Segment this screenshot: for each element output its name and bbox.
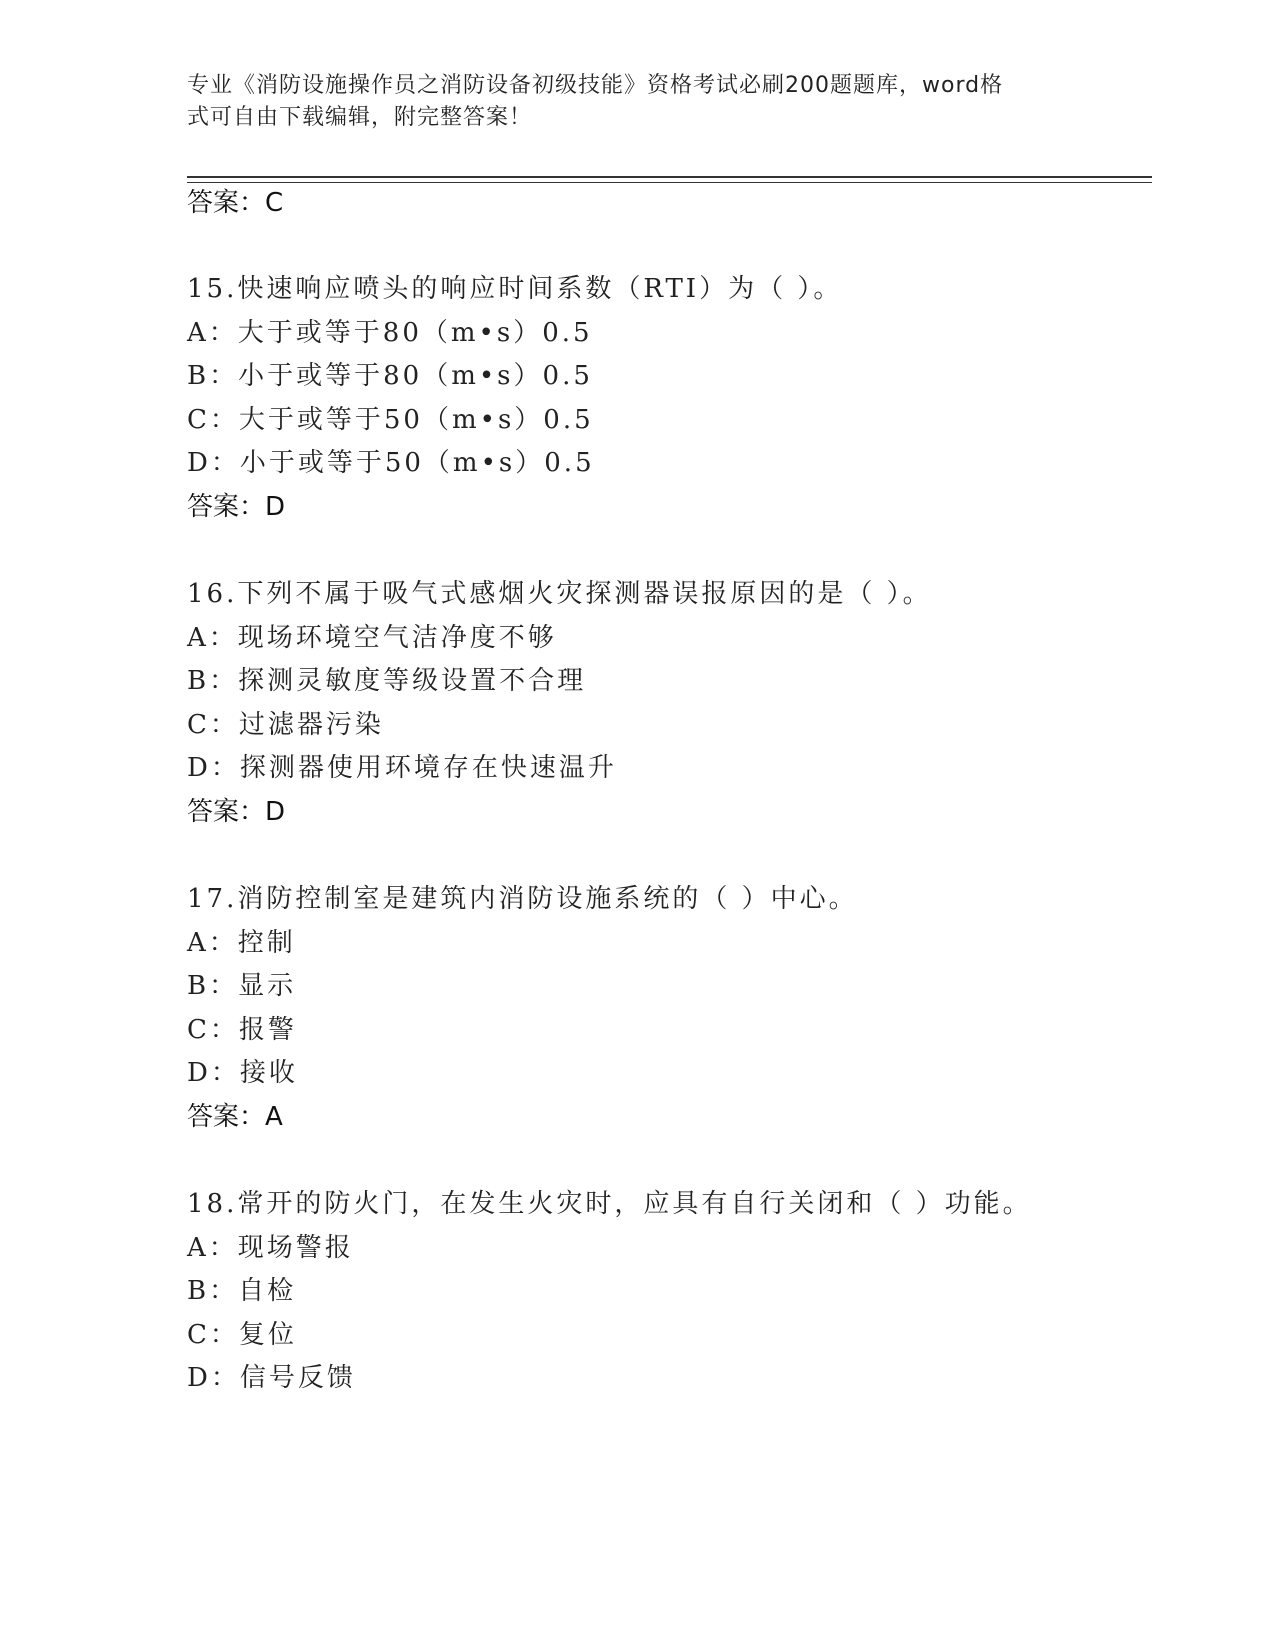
question-18-option-c: C：复位: [187, 1320, 297, 1350]
question-17-option-d: D：接收: [187, 1058, 298, 1088]
question-18: 18.常开的防火门，在发生火灾时，应具有自行关闭和（ ）功能。: [187, 1189, 1032, 1219]
answer-16: 答案：D: [187, 797, 286, 827]
question-17-option-b: B：显示: [187, 971, 297, 1001]
question-16-option-a: A：现场环境空气洁净度不够: [187, 623, 557, 653]
header-line-2: 式可自由下载编辑，附完整答案！: [187, 105, 533, 130]
question-17-option-c: C：报警: [187, 1015, 297, 1045]
question-15-option-d: D：小于或等于50（m•s）0.5: [187, 448, 595, 478]
question-18-option-d: D：信号反馈: [187, 1363, 356, 1393]
answer-17: 答案：A: [187, 1102, 283, 1132]
question-17: 17.消防控制室是建筑内消防设施系统的（ ）中心。: [187, 884, 858, 914]
question-16: 16.下列不属于吸气式感烟火灾探测器误报原因的是（ ）。: [187, 579, 932, 609]
question-15-option-b: B：小于或等于80（m•s）0.5: [187, 361, 593, 391]
question-15: 15.快速响应喷头的响应时间系数（RTI）为（ ）。: [187, 274, 843, 304]
question-16-option-b: B：探测灵敏度等级设置不合理: [187, 666, 587, 696]
question-16-option-c: C：过滤器污染: [187, 710, 384, 740]
question-16-option-d: D：探测器使用环境存在快速温升: [187, 753, 617, 783]
question-18-option-b: B：自检: [187, 1276, 297, 1306]
answer-prev: 答案：C: [187, 188, 284, 218]
question-18-option-a: A：现场警报: [187, 1233, 354, 1263]
header-divider-thin: [187, 182, 1152, 183]
document-header: [187, 70, 1067, 134]
header-divider-thick: [187, 176, 1152, 178]
answer-15: 答案：D: [187, 492, 286, 522]
header-line-1: 专业《消防设施操作员之消防设备初级技能》资格考试必刷200题题库，word格: [187, 73, 1004, 98]
question-17-option-a: A：控制: [187, 928, 296, 958]
question-15-option-c: C：大于或等于50（m•s）0.5: [187, 405, 594, 435]
question-15-option-a: A：大于或等于80（m•s）0.5: [187, 318, 593, 348]
